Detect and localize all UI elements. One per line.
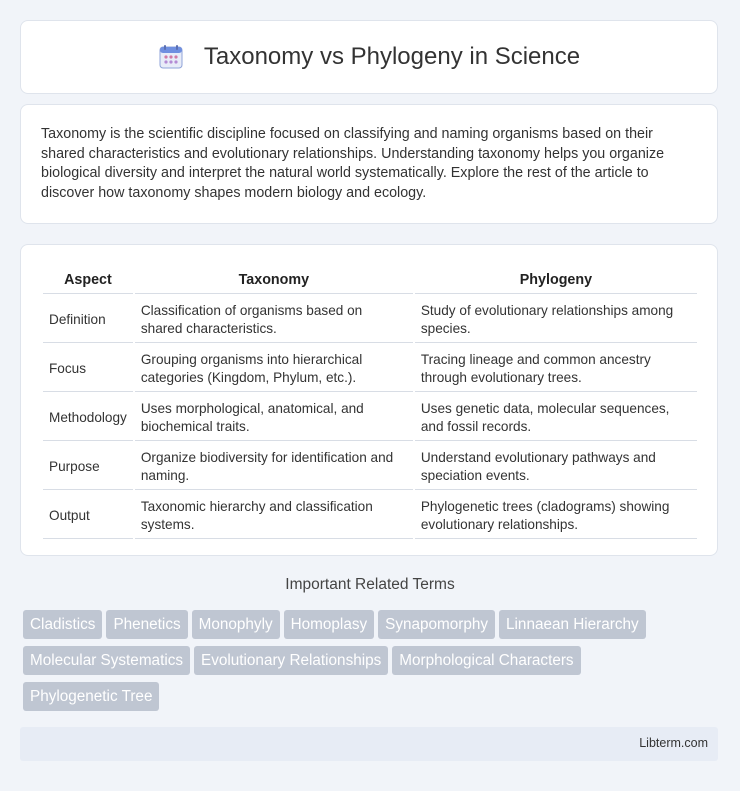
table-cell-taxonomy: Uses morphological, anatomical, and biochemical traits. [135,394,413,441]
table-row [43,492,697,539]
tag-molecular-systematics[interactable]: Molecular Systematics [23,646,190,675]
table-cell-aspect: Definition [43,296,133,343]
table-cell-phylogeny: Uses genetic data, molecular sequences, and fossil records. [415,394,697,441]
comparison-table-card [20,244,718,556]
table-cell-aspect: Focus [43,345,133,392]
header-card [20,20,718,94]
table-row [43,345,697,392]
table-header-row [43,267,697,294]
related-terms-title: Important Related Terms [285,576,455,593]
tag-linnaean-hierarchy[interactable]: Linnaean Hierarchy [499,610,646,639]
table-cell-phylogeny: Phylogenetic trees (cladograms) showing evolutionary relationships. [415,492,697,539]
related-terms-list [23,610,723,718]
column-header-phylogeny: Phylogeny [415,267,697,294]
tag-evolutionary-relationships[interactable]: Evolutionary Relationships [194,646,388,675]
table-cell-aspect: Output [43,492,133,539]
tag-phylogenetic-tree[interactable]: Phylogenetic Tree [23,682,159,711]
tag-homoplasy[interactable]: Homoplasy [284,610,375,639]
table-cell-taxonomy: Grouping organisms into hierarchical categories (Kingdom, Phylum, etc.). [135,345,413,392]
table-cell-phylogeny: Tracing lineage and common ancestry through evolutionary trees. [415,345,697,392]
tag-cladistics[interactable]: Cladistics [23,610,102,639]
table-cell-phylogeny: Understand evolutionary pathways and speciation events. [415,443,697,490]
footer [20,727,718,761]
table-cell-aspect: Methodology [43,394,133,441]
table-cell-phylogeny: Study of evolutionary relationships among species. [415,296,697,343]
table-row [43,443,697,490]
table-row [43,394,697,441]
intro-text: Taxonomy is the scientific discipline focused on classifying and naming organisms based on their shared characteristics and evolutionary relationships. Understanding taxonomy helps you organize biological diversity and interpret the natural world systematically. Explore the rest of the article to discover how taxonomy shapes modern biology and ecology. [41,126,665,201]
tag-synapomorphy[interactable]: Synapomorphy [378,610,495,639]
table-cell-taxonomy: Taxonomic hierarchy and classification systems. [135,492,413,539]
intro-card [20,104,718,224]
table-row [43,296,697,343]
column-header-aspect: Aspect [43,267,133,294]
table-cell-aspect: Purpose [43,443,133,490]
comparison-table [41,265,699,541]
tag-morphological-characters[interactable]: Morphological Characters [392,646,580,675]
table-cell-taxonomy: Classification of organisms based on shared characteristics. [135,296,413,343]
footer-site-link[interactable]: Libterm.com [639,736,708,750]
calendar-icon [158,44,184,70]
tag-phenetics[interactable]: Phenetics [106,610,187,639]
tag-monophyly[interactable]: Monophyly [192,610,280,639]
column-header-taxonomy: Taxonomy [135,267,413,294]
page-title: Taxonomy vs Phylogeny in Science [203,43,581,70]
table-cell-taxonomy: Organize biodiversity for identification and naming. [135,443,413,490]
